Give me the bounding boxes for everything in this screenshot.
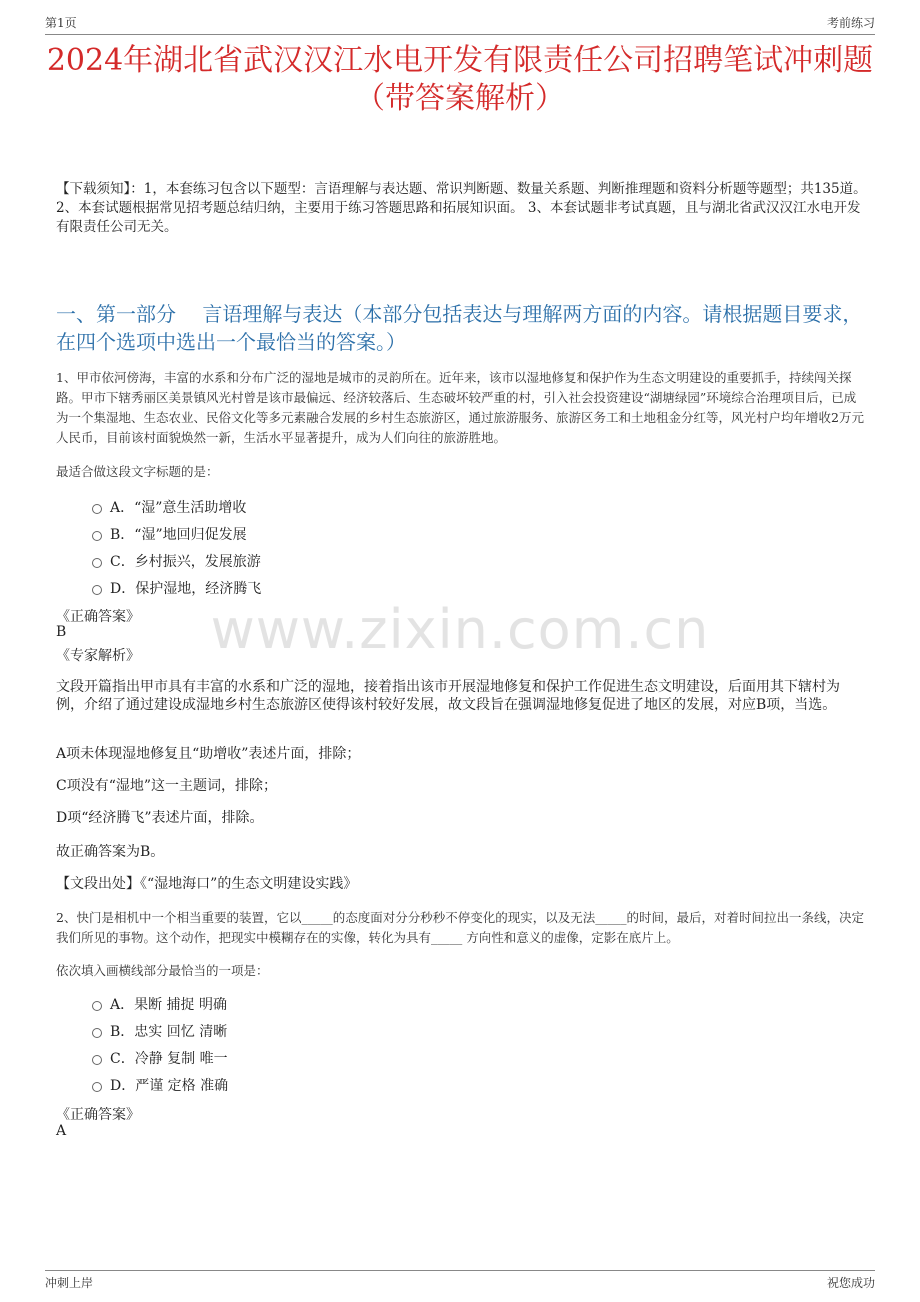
question-2-option-a[interactable]: A．果断 捕捉 明确 [92, 994, 227, 1014]
question-2-text: 2、快门是相机中一个相当重要的装置，它以_____的态度面对分分秒秒不停变化的现实，以及无法_____的时间，最后，对着时间拉出一条线，决定我们所见的事物。这个动作，把现实中模糊存在的实像，转化为具有_____ 方向性和意义的虚像，定影在底片上。 [56, 910, 864, 945]
question-1-prompt: 最适合做这段文字标题的是： [56, 464, 219, 479]
question-1-option-a[interactable]: A．“湿”意生活助增收 [92, 497, 246, 517]
watermark: www.zixin.com.cn [210, 598, 710, 661]
question-1-option-d[interactable]: D．保护湿地，经济腾飞 [92, 578, 261, 598]
question-2-option-b[interactable]: B．忠实 回忆 清晰 [92, 1021, 227, 1041]
question-1-option-b[interactable]: B．“湿”地回归促发展 [92, 524, 247, 544]
header-category: 考前练习 [826, 16, 875, 30]
question-2-answer-label: 《正确答案》 [56, 1107, 140, 1123]
download-notice: 【下载须知】：1，本套练习包含以下题型：言语理解与表达题、常识判断题、数量关系题、判断推理题和资料分析题等题型；共135道。 2、本套试题根据常见招考题总结归纳，主要用于练习答题思路和拓展知识面。 3、本套试题非考试真题，且与湖北省武汉汉江水电开发有限责任公司无关。 [56, 181, 867, 235]
footer-right: 祝您成功 [826, 1276, 875, 1290]
radio-icon[interactable] [92, 504, 102, 514]
radio-icon[interactable] [92, 1082, 102, 1092]
question-1-option-c[interactable]: C．乡村振兴，发展旅游 [92, 551, 261, 571]
analysis-paragraph: 故正确答案为B。 [56, 844, 165, 860]
question-1-analysis-label: 《专家解析》 [56, 648, 140, 664]
question-2-prompt: 依次填入画横线部分最恰当的一项是： [56, 963, 269, 978]
section-heading: 一、第一部分 言语理解与表达（本部分包括表达与理解两方面的内容。请根据题目要求，在四个选项中选出一个最恰当的答案。） [56, 302, 863, 354]
page-header [45, 12, 875, 35]
question-1-text: 1、甲市依河傍海，丰富的水系和分布广泛的湿地是城市的灵韵所在。近年来，该市以湿地修复和保护作为生态文明建设的重要抓手，持续闯关探路。甲市下辖秀丽区美景镇风光村曾是该市最偏远、经济较落后、生态破坏较严重的村，引入社会投资建设“湖塘绿园”环境综合治理项目后，已成为一个集湿地、生态农业、民俗文化等多元素融合发展的乡村生态旅游区，通过旅游服务、旅游区务工和土地租金分红等，风光村户均年增收2万元人民币，目前该村面貌焕然一新，生活水平显著提升，成为人们向往的旅游胜地。 [56, 370, 864, 445]
analysis-paragraph: A项未体现湿地修复且“助增收”表述片面，排除； [56, 746, 361, 762]
question-2-answer: A [56, 1123, 67, 1139]
page-footer [45, 1270, 875, 1295]
analysis-paragraph: D项“经济腾飞”表述片面，排除。 [56, 810, 264, 826]
source-citation: 【文段出处】《“湿地海口”的生态文明建设实践》 [56, 876, 358, 892]
radio-icon[interactable] [92, 558, 102, 568]
radio-icon[interactable] [92, 1055, 102, 1065]
question-1-answer: B [56, 624, 67, 640]
radio-icon[interactable] [92, 585, 102, 595]
radio-icon[interactable] [92, 531, 102, 541]
radio-icon[interactable] [92, 1028, 102, 1038]
analysis-paragraph: 文段开篇指出甲市具有丰富的水系和广泛的湿地，接着指出该市开展湿地修复和保护工作促进生态文明建设，后面用其下辖村为例，介绍了通过建设成湿地乡村生态旅游区使得该村较好发展，故文段旨在强调湿地修复促进了地区的发展，对应B项，当选。 [56, 679, 840, 713]
page-title: 2024年湖北省武汉汉江水电开发有限责任公司招聘笔试冲刺题（带答案解析） [46, 43, 874, 116]
question-2-option-d[interactable]: D．严谨 定格 准确 [92, 1075, 228, 1095]
footer-left: 冲刺上岸 [45, 1276, 94, 1290]
page-number: 第1页 [45, 16, 77, 30]
question-2-option-c[interactable]: C．冷静 复制 唯一 [92, 1048, 228, 1068]
question-1-answer-label: 《正确答案》 [56, 609, 140, 625]
analysis-paragraph: C项没有“湿地”这一主题词，排除； [56, 778, 278, 794]
radio-icon[interactable] [92, 1001, 102, 1011]
